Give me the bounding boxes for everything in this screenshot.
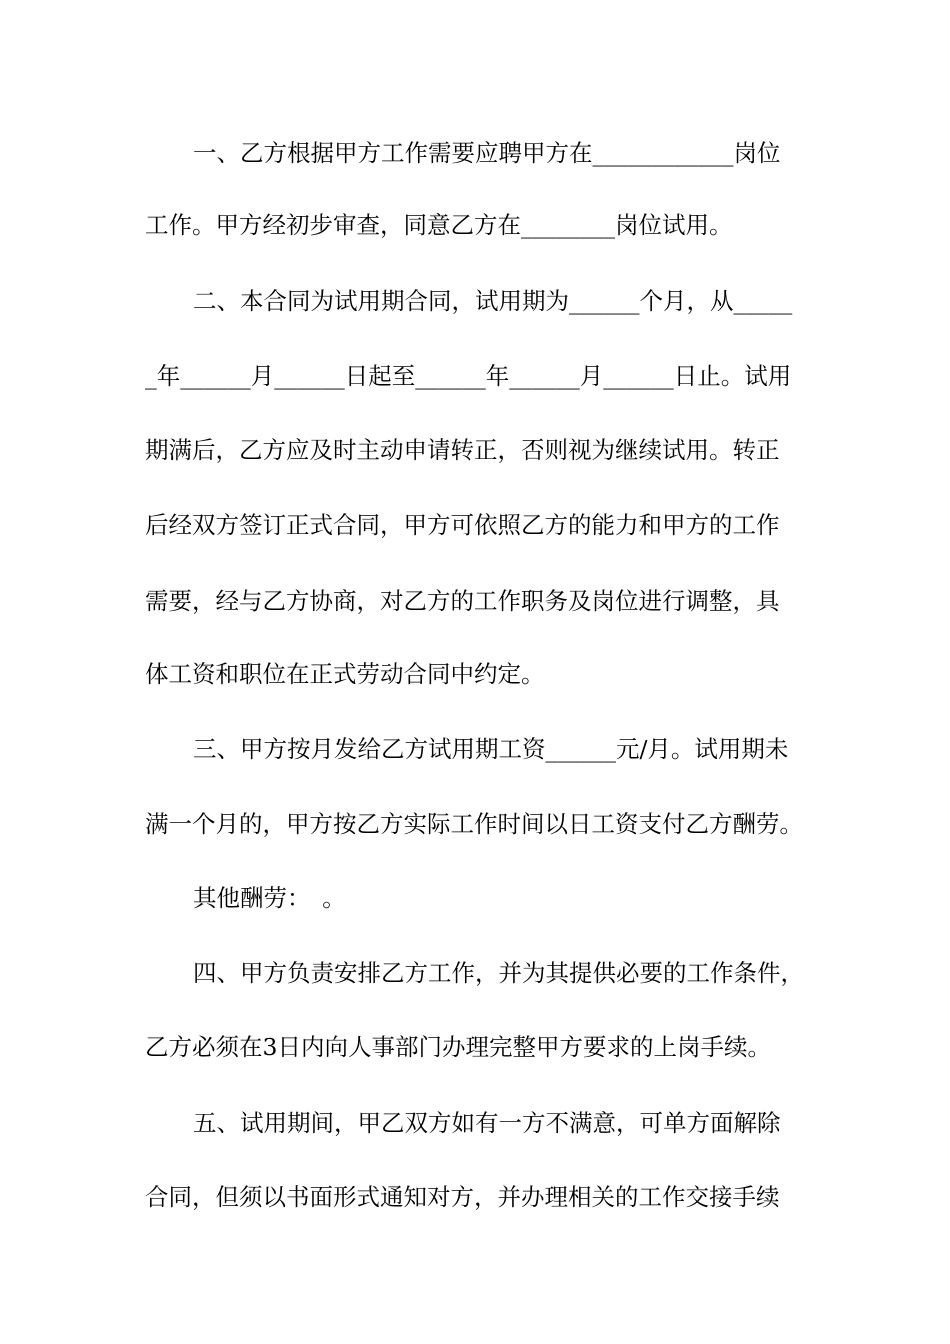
clause-2-line-1: 二、本合同为试用期合同，试用期为______个月，从_____ [193, 287, 793, 315]
other-compensation-line: 其他酬劳： 。 [193, 884, 346, 912]
clause-2-line-2: _年______月______日起至______年______月______日止。试用 [145, 362, 792, 390]
clause-4-line-1: 四、甲方负责安排乙方工作，并为其提供必要的工作条件， [193, 959, 804, 987]
clause-1-line-1: 一、乙方根据甲方工作需要应聘甲方在____________岗位 [193, 139, 781, 167]
clause-3-line-2: 满一个月的，甲方按乙方实际工作时间以日工资支付乙方酬劳。 [145, 810, 803, 838]
clause-5-line-1: 五、试用期间，甲乙双方如有一方不满意，可单方面解除 [193, 1109, 781, 1137]
clause-5-line-2: 合同，但须以书面形式通知对方，并办理相关的工作交接手续 [145, 1183, 780, 1211]
clause-4-line-2: 乙方必须在3日内向人事部门办理完整甲方要求的上岗手续。 [145, 1033, 771, 1061]
clause-2-line-4: 后经双方签订正式合同，甲方可依照乙方的能力和甲方的工作 [145, 511, 780, 539]
clause-2-line-3: 期满后，乙方应及时主动申请转正，否则视为继续试用。转正 [145, 436, 780, 464]
clause-1-line-2: 工作。甲方经初步审查，同意乙方在________岗位试用。 [145, 211, 733, 239]
clause-2-line-6: 体工资和职位在正式劳动合同中约定。 [145, 660, 545, 688]
clause-2-line-5: 需要，经与乙方协商，对乙方的工作职务及岗位进行调整，具 [145, 587, 780, 615]
clause-3-line-1: 三、甲方按月发给乙方试用期工资______元/月。试用期未 [193, 735, 789, 763]
